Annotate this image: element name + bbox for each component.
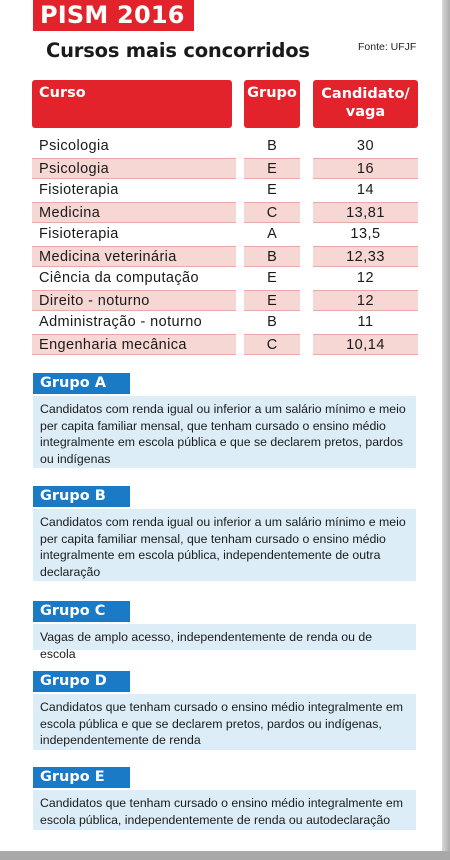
description-line: Vagas de amplo acesso, independentemente de renda ou de escola <box>40 630 373 661</box>
group-cell: B <box>244 246 300 267</box>
group-label: Grupo D <box>33 671 130 692</box>
course-cell: Fisioterapia <box>39 226 119 242</box>
description-line: Candidatos que tenham cursado o ensino médio integralmente em <box>40 796 403 810</box>
course-cell: Administração - noturno <box>39 314 203 330</box>
table-row <box>32 136 418 158</box>
course-cell: Psicologia <box>39 138 110 154</box>
description-line: Candidatos com renda igual ou inferior a um salário mínimo e meio <box>40 515 406 529</box>
course-cell: Fisioterapia <box>39 182 119 198</box>
bottom-border <box>0 851 450 860</box>
banner: PISM 2016 <box>33 0 194 31</box>
table-row <box>32 158 418 180</box>
group-label: Grupo A <box>33 373 130 394</box>
ratio-cell: 14 <box>356 182 375 198</box>
ratio-cell: 16 <box>313 158 418 179</box>
table-row <box>32 312 418 334</box>
ratio-cell: 13,5 <box>350 226 381 242</box>
side-border <box>442 0 450 860</box>
source-credit: Fonte: UFJF <box>358 41 417 53</box>
group-cell: C <box>244 334 300 355</box>
course-cell: Psicologia <box>32 158 236 179</box>
table-row <box>32 290 418 312</box>
table-row <box>32 334 418 356</box>
course-cell: Medicina <box>32 202 236 223</box>
ratio-cell: 10,14 <box>313 334 418 355</box>
description-line: escola pública e que se declarem pretos, pardos ou indígenas, <box>40 716 382 731</box>
group-cell: E <box>267 182 277 198</box>
group-description <box>33 396 416 468</box>
description-line: escola pública, independentemente de renda ou autodeclaração <box>40 812 391 827</box>
ratio-cell: 12 <box>313 290 418 311</box>
group-cell: E <box>267 270 277 286</box>
column-header-candidato-vaga <box>313 80 418 128</box>
course-cell: Ciência da computação <box>39 270 199 286</box>
table-row <box>32 224 418 246</box>
ratio-cell: 13,81 <box>313 202 418 223</box>
group-cell: E <box>244 158 300 179</box>
course-cell: Medicina veterinária <box>32 246 236 267</box>
group-description <box>33 509 416 581</box>
group-description <box>33 624 416 661</box>
table-row <box>32 268 418 290</box>
description-line: Candidatos com renda igual ou inferior a um salário mínimo e meio <box>40 402 406 416</box>
description-line: per capita familiar mensal, que tenham cursado o ensino médio <box>40 418 386 433</box>
page-title: Cursos mais concorridos <box>46 39 310 62</box>
group-cell: A <box>267 226 277 242</box>
header-line: vaga <box>345 104 386 120</box>
courses-table <box>32 136 418 356</box>
table-row <box>32 202 418 224</box>
description-line: Candidatos que tenham cursado o ensino médio integralmente em <box>40 700 403 714</box>
description-line: independentemente de renda <box>40 733 201 747</box>
ratio-cell: 11 <box>357 314 374 330</box>
description-line: ou indígenas <box>40 451 111 466</box>
ratio-cell: 30 <box>356 138 375 154</box>
ratio-cell: 12 <box>356 270 375 286</box>
description-line: declaração <box>40 564 101 579</box>
course-cell: Engenharia mecânica <box>32 334 236 355</box>
description-line: integralmente em escola pública, independentemente de outra <box>40 548 381 562</box>
group-label: Grupo B <box>33 486 130 507</box>
group-cell: B <box>267 138 277 154</box>
group-cell: E <box>244 290 300 311</box>
course-cell: Direito - noturno <box>32 290 236 311</box>
table-row <box>32 180 418 202</box>
group-description <box>33 694 416 750</box>
group-cell: B <box>267 314 277 330</box>
group-cell: C <box>244 202 300 223</box>
table-row <box>32 246 418 268</box>
group-label: Grupo E <box>33 767 130 788</box>
ratio-cell: 12,33 <box>313 246 418 267</box>
column-header-grupo: Grupo <box>244 80 300 128</box>
group-description <box>33 790 416 830</box>
header-line: Candidato/ <box>321 86 410 102</box>
description-line: per capita familiar mensal, que tenham cursado o ensino médio <box>40 531 386 546</box>
group-label: Grupo C <box>33 601 130 622</box>
description-line: integralmente em escola pública e que se declarem pretos, pardos <box>40 435 403 449</box>
column-header-curso: Curso <box>32 80 232 128</box>
